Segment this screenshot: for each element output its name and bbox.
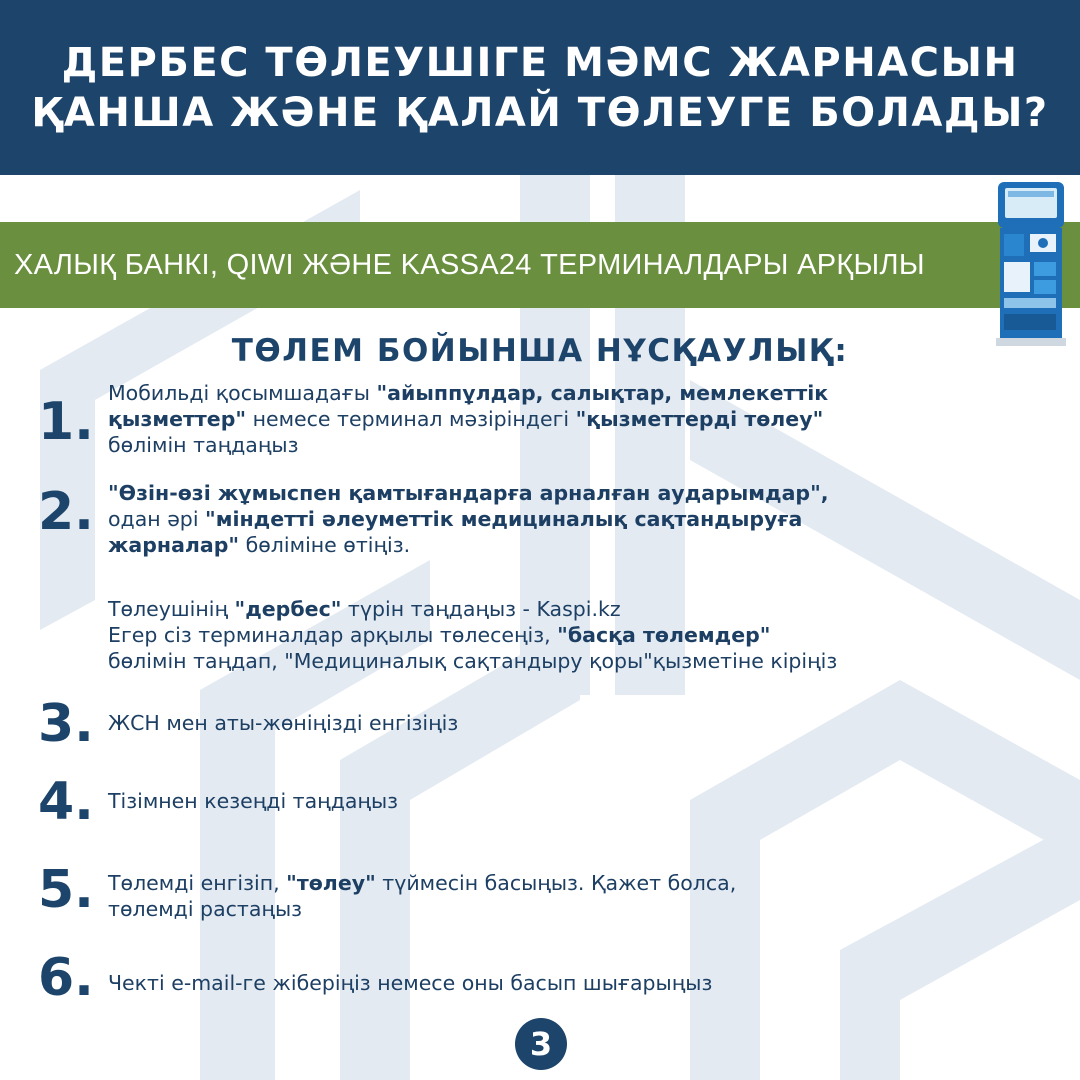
step-text [108,380,1068,458]
text-span: түймесін басыңыз. Қажет болса, [375,871,737,895]
text-span: төлемді растаңыз [108,897,303,921]
header [0,0,1080,175]
text-span: Чекті e-mail-ге жіберіңіз немесе оны басып шығарыңыз [108,971,713,995]
text-span: Төлемді енгізіп, [108,871,287,895]
page-number-badge: 3 [515,1018,567,1070]
text-span: бөліміне өтіңіз. [239,533,411,557]
bold-span: "дербес" [234,597,342,621]
step-number: 5. [38,860,94,920]
text-span: Мобильді қосымшадағы [108,381,377,405]
step-number: 6. [38,948,94,1008]
text-span: ЖСН мен аты-жөніңізді енгізіңіз [108,711,459,735]
text-span: Тізімнен кезеңді таңдаңыз [108,789,399,813]
terminals-banner [0,222,1080,308]
bold-span: "қызметтерді төлеу" [575,407,824,431]
step-text [108,970,1068,996]
bold-span: "айыппұлдар, салықтар, мемлекеттік [376,381,829,405]
banner-text: ХАЛЫҚ БАНКІ, QIWI ЖӘНЕ KASSA24 ТЕРМИНАЛДАРЫ АРҚЫЛЫ [14,248,925,281]
text-span: одан әрі [108,507,206,531]
text-span: бөлімін таңдап, "Медициналық сақтандыру қоры"қызметіне кіріңіз [108,649,838,673]
text-span: немесе терминал мәзіріндегі [246,407,576,431]
step-number: 4. [38,772,94,832]
step-text [108,870,1068,922]
payment-terminal-icon [990,178,1072,348]
bold-span: "Өзін-өзі жұмыспен қамтығандарға арналған аударымдар", [108,481,829,505]
text-span: түрін таңдаңыз - Kaspi.kz [341,597,621,621]
page-title-line-2: ҚАНША ЖӘНЕ ҚАЛАЙ ТӨЛЕУГЕ БОЛАДЫ? [31,89,1049,136]
text-span: Төлеушінің [108,597,235,621]
bold-span: "басқа төлемдер" [557,623,771,647]
bold-span: "төлеу" [286,871,376,895]
bold-span: қызметтер" [108,407,247,431]
step-number: 3. [38,694,94,754]
step-number: 1. [38,392,94,452]
text-span: бөлімін таңдаңыз [108,433,299,457]
step-text [108,480,1068,674]
bold-span: жарналар" [108,533,240,557]
step-number: 2. [38,482,94,542]
step-text [108,788,1068,814]
page-title-line-1: ДЕРБЕС ТӨЛЕУШІГЕ МӘМС ЖАРНАСЫН [61,39,1019,86]
text-span: Егер сіз терминалдар арқылы төлесеңіз, [108,623,558,647]
instructions-title: ТӨЛЕМ БОЙЫНША НҰСҚАУЛЫҚ: [231,333,849,369]
bold-span: "міндетті әлеуметтік медициналық сақтандыруға [205,507,803,531]
step-text [108,710,1068,736]
